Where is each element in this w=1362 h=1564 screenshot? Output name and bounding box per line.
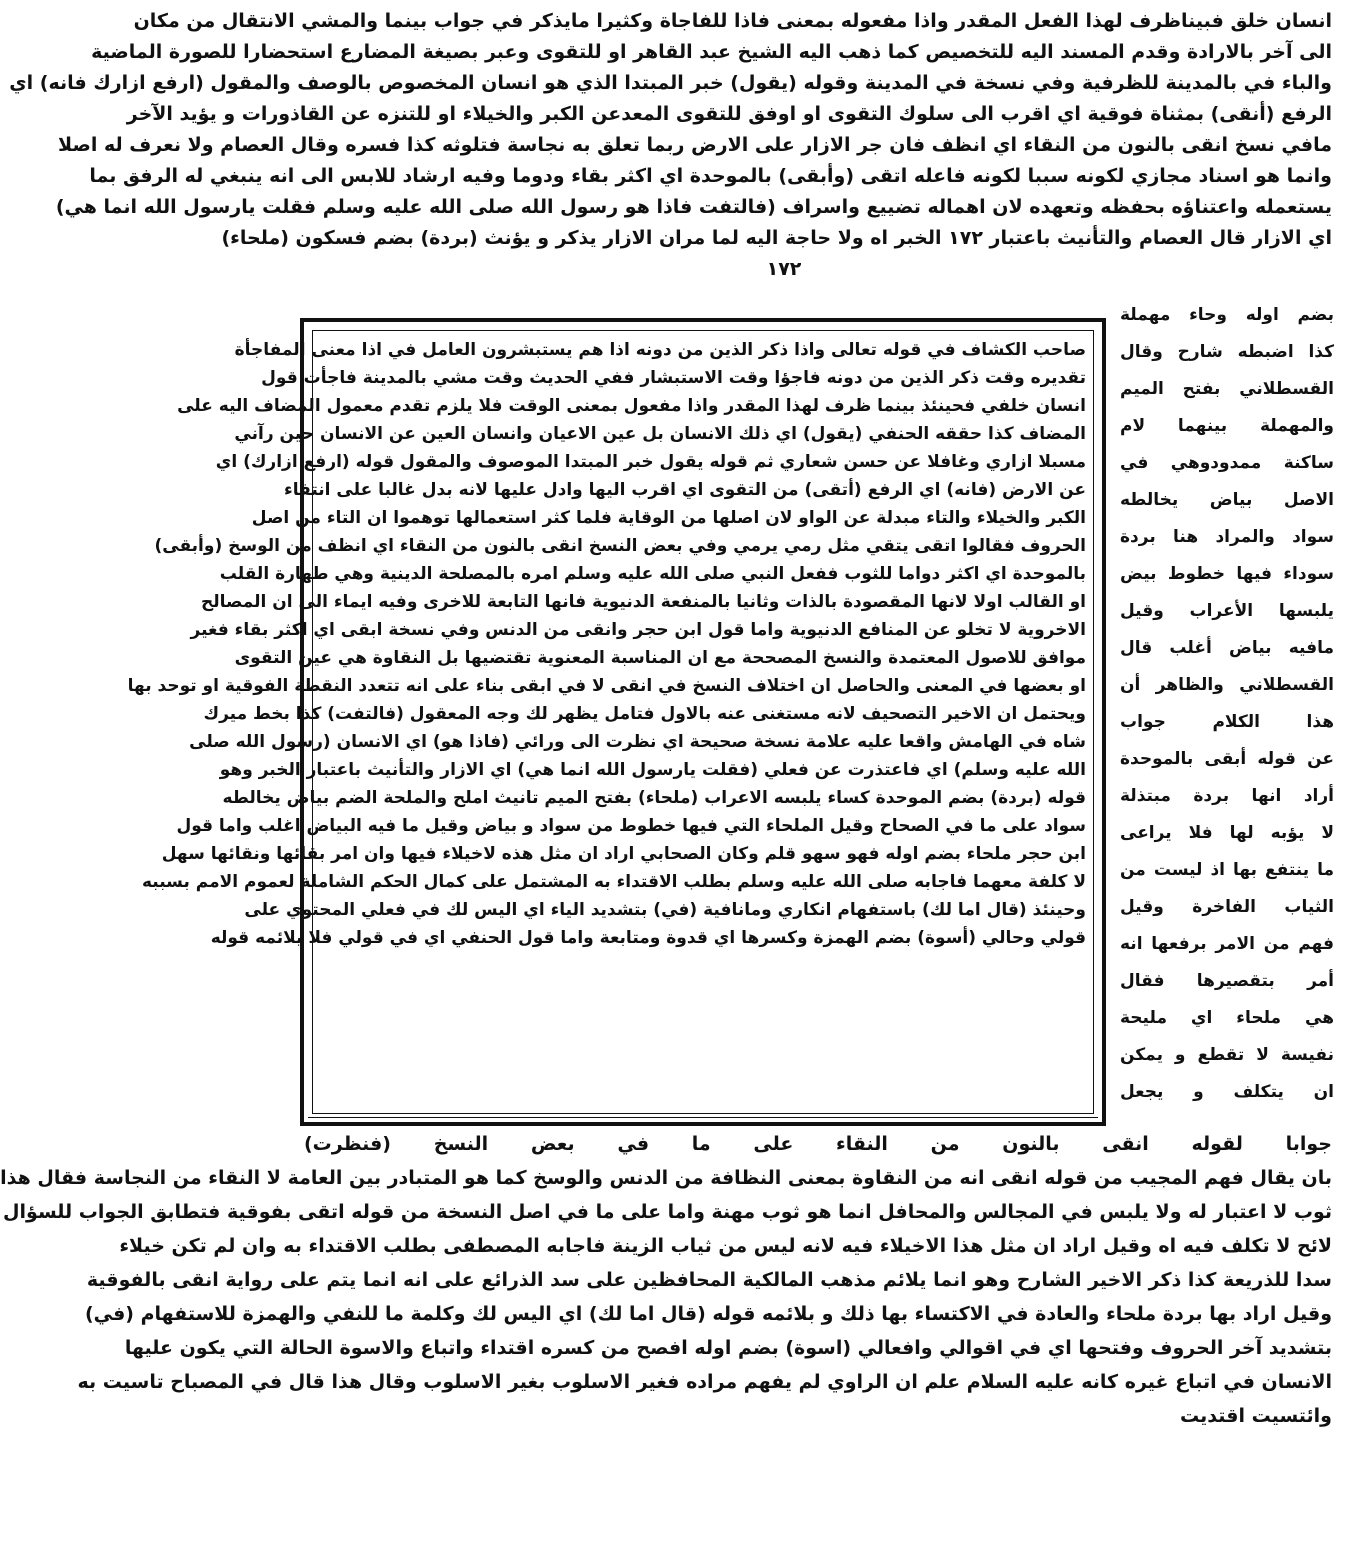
- text-line: الانسان في اتباع غيره كانه عليه السلام علم ان الراوي لم يفهم مراده فغير الاسلوب بغير الاسلوب وقال هذا قال في المصباح تاسيت به: [77, 1371, 1332, 1393]
- text-line: قولي وحالي (أسوة) بضم الهمزة وكسرها اي قدوة ومتابعة واما قول الحنفي اي في قولي فلا يلائمه قوله: [210, 928, 1086, 948]
- margin-line: كذا اضبطه شارح وقال: [1120, 342, 1334, 362]
- text-line: شاه في الهامش واقعا عليه علامة نسخة صحيحة اي نظرت الى ورائي (فاذا هو) اي الانسان (رسول الله صلى: [189, 732, 1086, 752]
- margin-line: أراد انها بردة مبتذلة: [1120, 786, 1334, 806]
- text-line: سدا للذريعة كذا ذكر الاخير الشارح وهو انما يلائم مذهب المالكية المحافظين على سد الذرائع على انه انما يتم على رواية انقى بالفوقية: [86, 1269, 1332, 1291]
- margin-line: سواد والمراد هنا بردة: [1120, 527, 1334, 547]
- text-line: يستعمله واعتناؤه بحفظه وتعهده لان اهماله تضييع واسراف (فالتفت فاذا هو رسول الله صلى الله عليه وسلم فقلت يارسول الله انما هي): [55, 196, 1332, 218]
- text-line: قوله (بردة) بضم الموحدة كساء يلبسه الاعراب (ملحاء) بفتح الميم تانيث املح والملحة الضم بياض يخالطه: [222, 788, 1086, 808]
- text-line: وحينئذ (قال اما لك) باستفهام انكاري ومانافية (في) بتشديد الياء اي اليس لك في فعلي المحتوي على: [244, 900, 1086, 920]
- margin-line: القسطلاني والظاهر أن: [1120, 675, 1334, 695]
- text-line: وقيل اراد بها بردة ملحاء والعادة في الاكتساء بها ذلك و بلائمه قوله (قال اما لك) اي اليس لك وكلمة ما للنفي والهمزة للاستفهام (في): [84, 1303, 1332, 1325]
- text-line: ويحتمل ان الاخير التصحيف لانه مستغنى عنه بالاول فتامل يظهر لك وجه المعقول (فالتفت) كذا بخط ميرك: [203, 704, 1086, 724]
- text-line: الاخروية لا تخلو عن المنافع الدنيوية واما قول ابن حجر وانقى من الدنس وفي نسخة ابقى اي اكثر بقاء فغير: [190, 620, 1086, 640]
- margin-line: نفيسة لا تقطع و يمكن: [1120, 1045, 1334, 1065]
- text-line: موافق للاصول المعتمدة والنسخ المصححة مع ان المناسبة المعنوية تقتضيها بل النقاوة هي عين التقوى: [234, 648, 1086, 668]
- margin-line: سوداء فيها خطوط بيض: [1120, 564, 1334, 584]
- text-line: مسبلا ازاري وغافلا عن حسن شعاري ثم قوله يقول خبر المبتدا الموصوف والمقول قوله (ارفع ازارك) اي: [215, 452, 1086, 472]
- margin-line: ما ينتفع بها اذ ليست من: [1120, 860, 1334, 880]
- text-line: انسان خلفي فحينئذ بينما ظرف لهذا المقدر واذا مفعول بمعنى الوقت فلا يلزم تقدم معمول المضاف اليه على: [177, 396, 1086, 416]
- text-line: عن الارض (فانه) اي الرفع (أتقى) من التقوى اي اقرب اليها وادل عليها لانه بدل غالبا على انتفاء: [284, 480, 1086, 500]
- text-line: او بعضها في المعنى والحاصل ان اختلاف النسخ في انقى لا في ابقى بناء على انه تتعدد النقطة الفوقية او توحد بها: [127, 676, 1086, 696]
- text-line: الى آخر بالارادة وقدم المسند اليه للتخصيص كما ذهب اليه الشيخ عبد القاهر او للتقوى وعبر بصيغة المضارع استحضارا للصورة الماضية: [91, 41, 1332, 63]
- text-line: الله عليه وسلم) اي فاعتذرت عن فعلي (فقلت يارسول الله انما هي) اي الازار والتأنيث باعتبار الخبر وهو: [219, 760, 1086, 780]
- text-line: ابن حجر ملحاء بضم اوله فهو سهو قلم وكان الصحابي اراد ان مثل هذه لاخيلاء فيها وان امر بقائها ونقائها سهل: [161, 844, 1086, 864]
- margin-line: الثياب الفاخرة وقيل: [1120, 897, 1334, 917]
- text-line: تقديره وقت ذكر الذين من دونه فاجؤا وقت الاستبشار ففي الحديث وقت مشي بالمدينة فاجأت قول: [261, 368, 1086, 388]
- text-line: بالموحدة اي اكثر دواما للثوب ففعل النبي صلى الله عليه وسلم امره بالمصلحة الدينية وهي طهارة القلب: [219, 564, 1086, 584]
- margin-line: القسطلاني بفتح الميم: [1120, 379, 1334, 399]
- text-line: والباء في بالمدينة للظرفية وفي نسخة في المدينة وقوله (يقول) خبر المبتدا الذي هو انسان المخصوص بالوصف والمقول (ارفع ازارك فانه) اي: [9, 72, 1332, 94]
- margin-line: ساكنة ممدودوهي في: [1120, 453, 1334, 473]
- margin-line: بضم اوله وحاء مهملة: [1120, 305, 1334, 325]
- text-line: الكبر والخيلاء والتاء مبدلة عن الواو لان اصلها من الوقاية فلما كثر استعمالها توهموا ان التاء من اصل: [251, 508, 1086, 528]
- text-line: جوابا لقوله انقى بالنون من النقاء على ما في بعض النسخ (فنظرت): [304, 1133, 1332, 1155]
- text-line: الرفع (أنقى) بمثناة فوقية اي اقرب الى سلوك التقوى او اوفق للتقوى المعدعن الكبر والخيلاء او للتنزه عن القاذورات و يؤيد الآخر: [126, 103, 1332, 125]
- text-line: صاحب الكشاف في قوله تعالى واذا ذكر الذين من دونه اذا هم يستبشرون العامل في اذا معنى المفاجأة: [234, 340, 1086, 360]
- text-line: وائتسيت اقتديت: [1180, 1405, 1332, 1427]
- text-line: انسان خلق فبيناظرف لهذا الفعل المقدر واذا مفعوله بمعنى فاذا للفاجاة وكثيرا مايذكر في جواب بينما والمشي الانتقال من مكان: [133, 10, 1332, 32]
- margin-line: ان يتكلف و يجعل: [1120, 1082, 1334, 1102]
- margin-line: هذا الكلام جواب: [1120, 712, 1334, 732]
- text-line: بان يقال فهم المجيب من قوله انقى انه من النقاوة بمعنى النظافة من الدنس والوسخ كما هو المتبادر بين العامة لا النقاء من النجاسة فقال هذا: [0, 1167, 1332, 1189]
- margin-line: يلبسها الأعراب وقيل: [1120, 601, 1334, 621]
- text-line: اي الازار قال العصام والتأنيث باعتبار ١٧٢ الخبر اه ولا حاجة اليه لما مران الازار يذكر و يؤنث (بردة) بضم فسكون (ملحاء): [221, 227, 1332, 249]
- margin-line: والمهملة بينهما لام: [1120, 416, 1334, 436]
- margin-line: فهم من الامر برفعها انه: [1120, 934, 1334, 954]
- page-number: ١٧٢: [766, 258, 802, 280]
- text-line: سواد على ما في الصحاح وقيل الملحاء التي فيها خطوط من سواد و بياض وقيل ما فيه البياض اغلب واما قول: [176, 816, 1086, 836]
- margin-line: الاصل بياض يخالطه: [1120, 490, 1334, 510]
- margin-line: مافيه بياض أغلب قال: [1120, 638, 1334, 658]
- text-line: الحروف فقالوا اتقى يتقي مثل رمي يرمي وفي بعض النسخ انقى بالنون من النقاء اي انظف من الوسخ (وأبقى): [154, 536, 1086, 556]
- text-line: لائح لا تكلف فيه اه وقيل اراد ان مثل هذا الاخيلاء فيه لانه ليس من ثياب الزينة فاجابه المصطفى بطلب الاقتداء به وان لم تكن خيلاء: [119, 1235, 1332, 1257]
- text-line: ثوب لا اعتبار له ولا يلبس في المجالس والمحافل انما هو ثوب مهنة واما على ما في اصل النسخة من قوله اتقى بفوقية فتطابق الجواب للسؤال: [3, 1201, 1332, 1223]
- text-line: وانما هو اسناد مجازي لكونه سببا لكونه فاعله اتقى (وأبقى) بالموحدة اي اكثر بقاء ودوما وفيه ارشاد للابس الى انه ينبغي له الرفق بما: [89, 165, 1332, 187]
- text-line: مافي نسخ انقى بالنون من النقاء اي انظف فان جر الازار على الارض ربما تعلق به نجاسة فتلوثه كذا فسره وقال العصام ولا نعرف له اصلا: [58, 134, 1332, 156]
- margin-line: أمر بتقصيرها فقال: [1120, 971, 1334, 991]
- text-line: او القالب اولا لانها المقصودة بالذات وثانيا بالمنفعة الدنيوية فانها التابعة للاخرى وفيه ايماء الى ان المصالح: [200, 592, 1086, 612]
- margin-line: لا يؤبه لها فلا يراعى: [1120, 823, 1334, 843]
- text-line: بتشديد آخر الحروف وفتحها اي في اقوالي وافعالي (اسوة) بضم اوله افصح من كسره اقتداء واتباع والاسوة الحالة التي يكون عليها: [124, 1337, 1332, 1359]
- margin-line: هي ملحاء اي مليحة: [1120, 1008, 1334, 1028]
- text-line: المضاف كذا حققه الحنفي (يقول) اي ذلك الانسان بل عين الاعيان وانسان العين عن الانسان حين رآني: [234, 424, 1086, 444]
- text-line: لا كلفة معهما فاجابه صلى الله عليه وسلم بطلب الاقتداء به المشتمل على كمال الحكم الشاملة لعموم الامم بسببه: [141, 872, 1086, 892]
- margin-line: عن قوله أبقى بالموحدة: [1120, 749, 1334, 769]
